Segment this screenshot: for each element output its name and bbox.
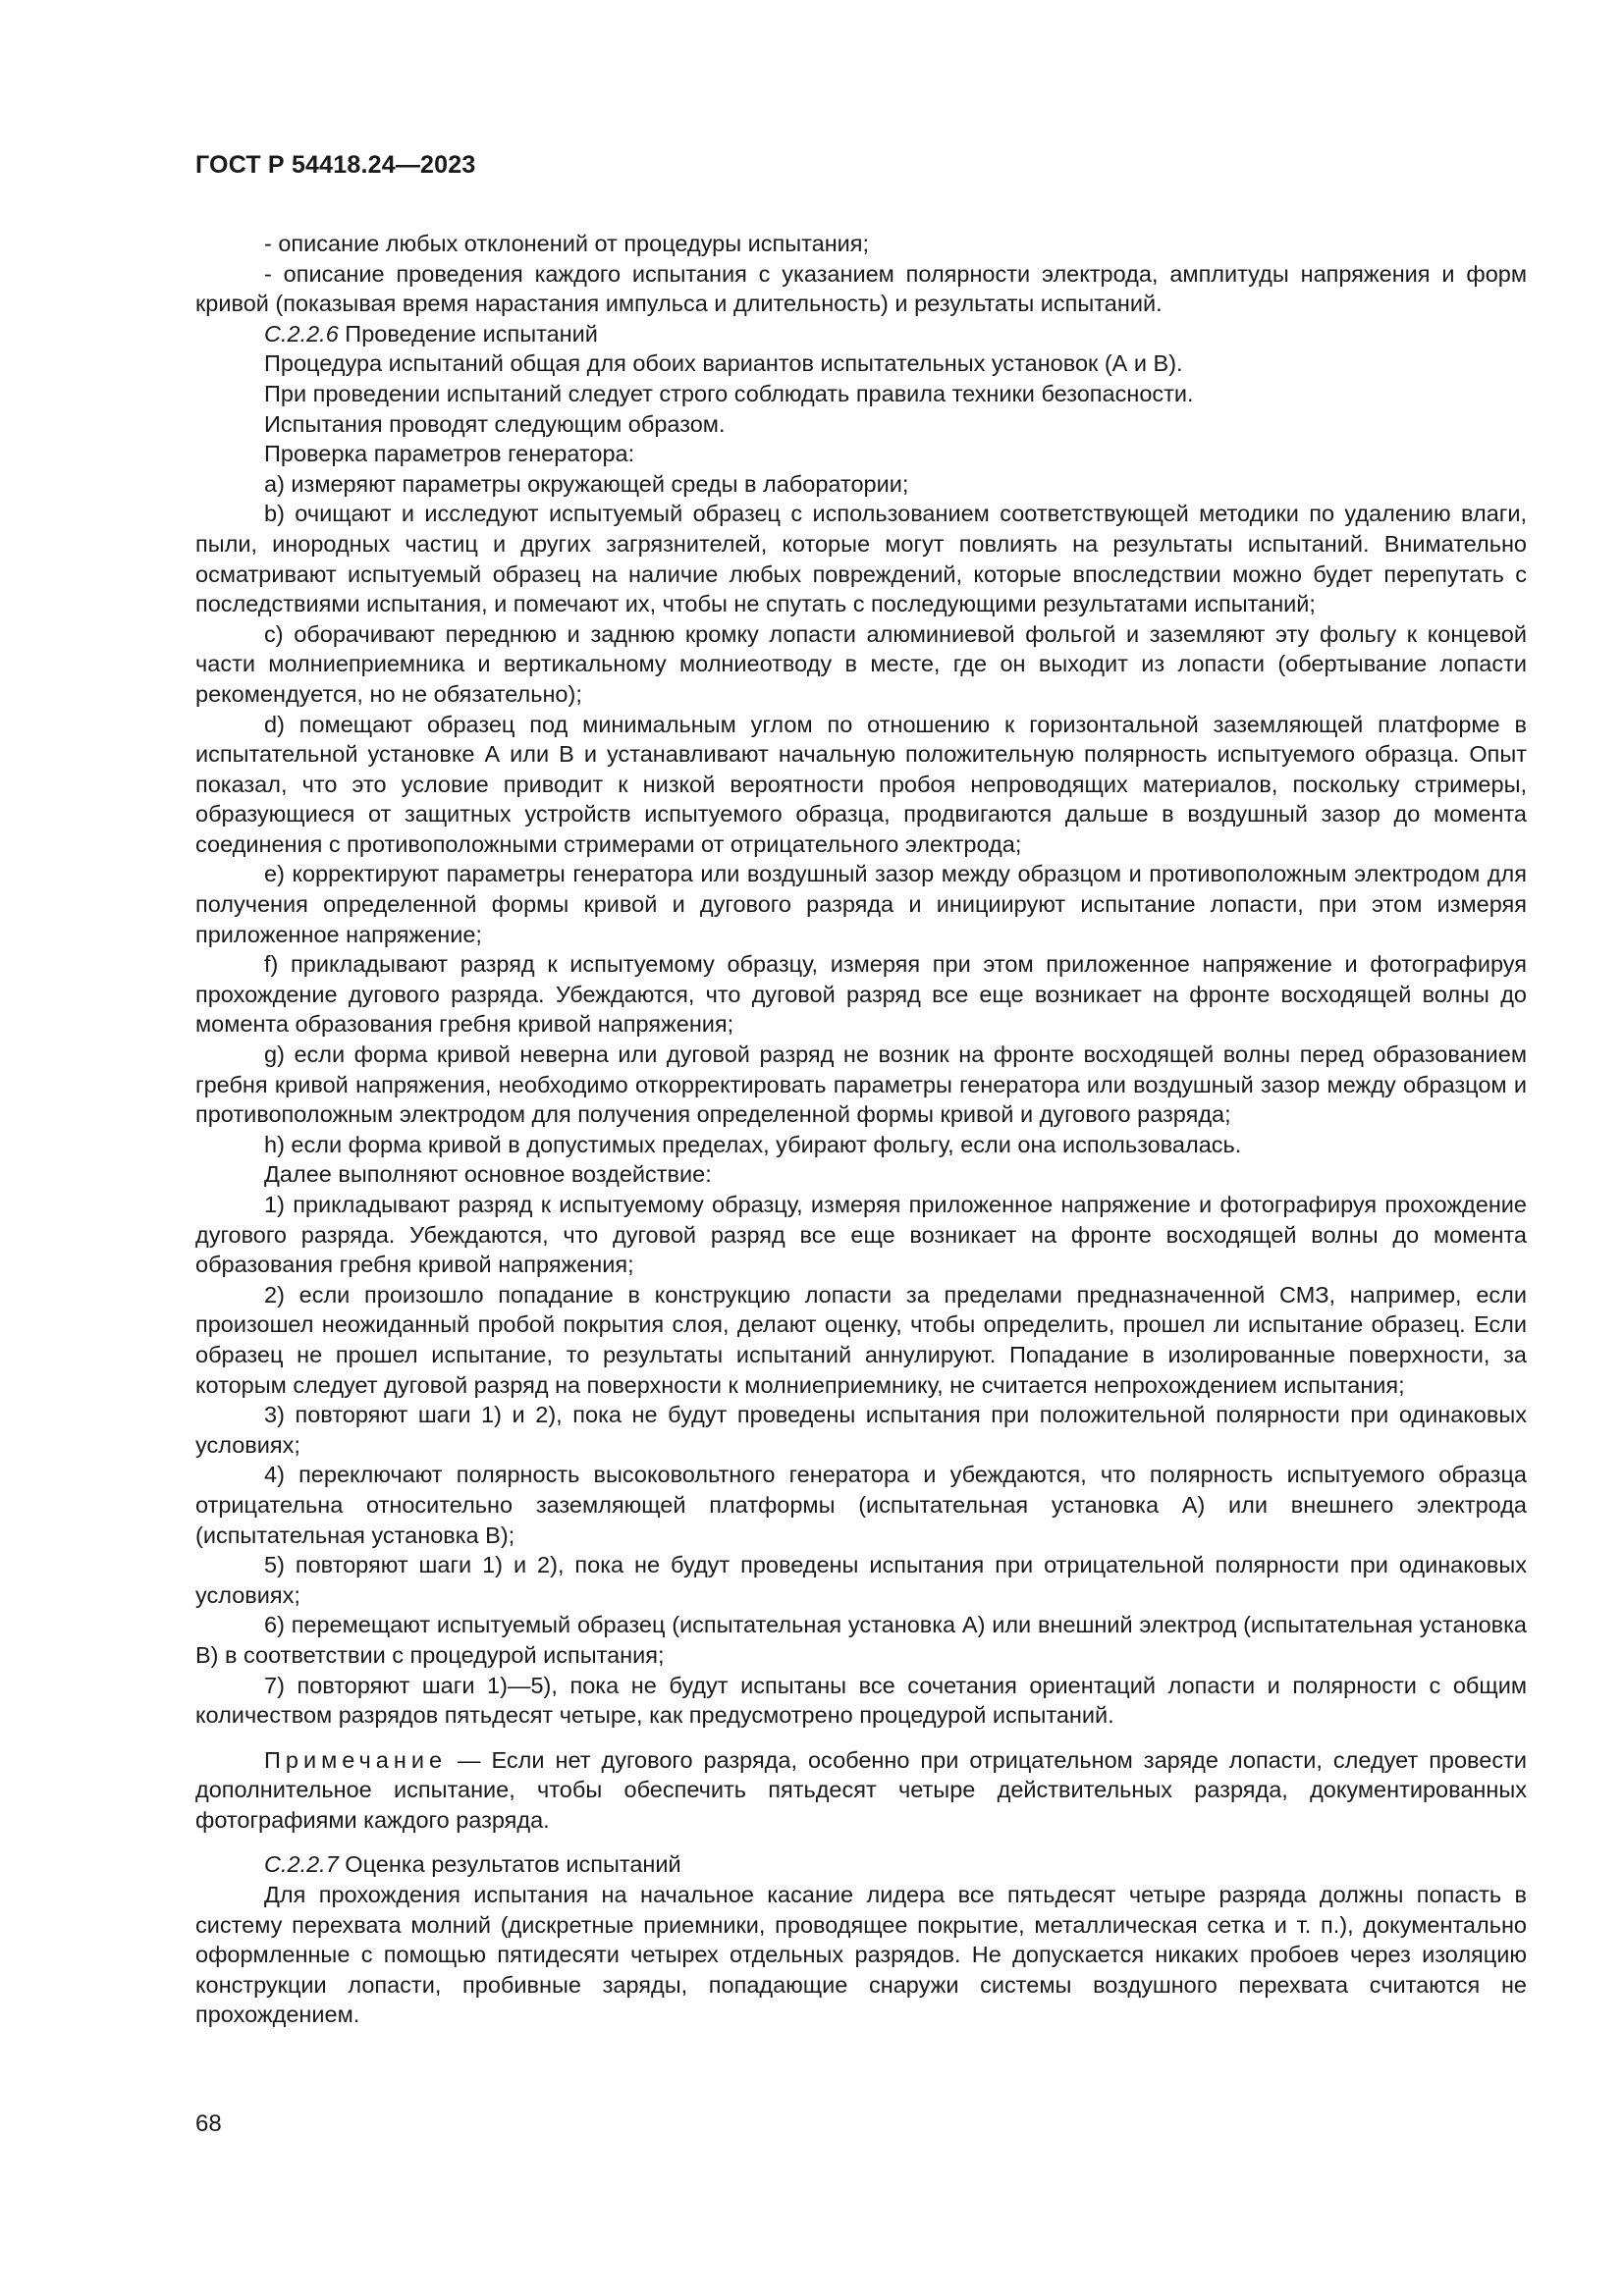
list-item-6: 6) перемещают испытуемый образец (испытательная установка А) или внешний электрод (испытательная установка В) в соответствии с процедурой испытания; — [195, 1612, 1527, 1668]
section-title: Оценка результатов испытаний — [338, 1851, 681, 1878]
note-label: Примечание — [264, 1746, 448, 1773]
list-item-g: g) если форма кривой неверна или дуговой разряд не возник на фронте восходящей волны перед образованием гребня кривой напряжения, необходимо откорректировать параметры генератора или воздушный зазор между образцом и противоположным электродом для получения определенной формы кривой и дугового разряда; — [195, 1041, 1527, 1128]
list-item-1: 1) прикладывают разряд к испытуемому образцу, измеряя приложенное напряжение и фотографируя прохождение дугового разряда. Убеждаются, что дуговой разряд все еще возникает на фронте восходящей волны до момента образования гребня кривой напряжения; — [195, 1192, 1527, 1278]
document-body — [195, 229, 1527, 2030]
document-code-header: ГОСТ Р 54418.24—2023 — [195, 151, 476, 179]
list-item-7: 7) повторяют шаги 1)—5), пока не будут испытаны все сочетания ориентаций лопасти и полярности с общим количеством разрядов пятьдесят четыре, как предусмотрено процедурой испытаний. — [195, 1672, 1527, 1729]
paragraph: При проведении испытаний следует строго соблюдать правила техники безопасности. — [264, 380, 1194, 406]
section-heading-c227 — [195, 1849, 1527, 1880]
list-item-h: h) если форма кривой в допустимых пределах, убирают фольгу, если она использовалась. — [264, 1131, 1242, 1157]
paragraph: - описание проведения каждого испытания с указанием полярности электрода, амплитуды напряжения и форм кривой (показывая время нарастания импульса и длительность) и результаты испытаний. — [195, 260, 1527, 317]
list-item-2: 2) если произошло попадание в конструкцию лопасти за пределами предназначенной СМЗ, например, если произошел неожиданный пробой покрытия слоя, делают оценку, чтобы определить, прошел ли испытание образец. Если образец не прошел испытание, то результаты испытаний аннулируют. Попадание в изолированные поверхности, за которым следует дуговой разряд на поверхности к молниеприемнику, не считается непрохождением испытания; — [195, 1281, 1527, 1398]
list-item-a: a) измеряют параметры окружающей среды в лаборатории; — [264, 470, 909, 497]
paragraph: Проверка параметров генератора: — [264, 441, 635, 467]
paragraph: - описание любых отклонений от процедуры испытания; — [264, 231, 870, 256]
section-heading-c226 — [195, 319, 1527, 349]
section-number: С.2.2.6 — [264, 320, 339, 347]
note-text: — Если нет дугового разряда, особенно при отрицательном заряде лопасти, следует провести дополнительное испытание, чтобы обеспечить пятьдесят четыре действительных разряда, документированных фотографиями каждого разряда. — [195, 1746, 1527, 1833]
section-title: Проведение испытаний — [338, 320, 598, 347]
list-item-f: f) прикладывают разряд к испытуемому образцу, измеряя при этом приложенное напряжение и фотографируя прохождение дугового разряда. Убеждаются, что дуговой разряд все еще возникает на фронте восходящей волны до момента образования гребня кривой напряжения; — [195, 951, 1527, 1038]
paragraph: Далее выполняют основное воздействие: — [264, 1161, 712, 1188]
list-item-d: d) помещают образец под минимальным углом по отношению к горизонтальной заземляющей платформе в испытательной установке А или В и устанавливают начальную положительную полярность испытуемого образца. Опыт показал, что это условие приводит к низкой вероятности пробоя непроводящих материалов, поскольку стримеры, образующиеся от защитных устройств испытуемого образца, продвигаются дальше в воздушный зазор до момента соединения с противоположными стримерами от отрицательного электрода; — [195, 711, 1527, 857]
list-item-c: c) оборачивают переднюю и заднюю кромку лопасти алюминиевой фольгой и заземляют эту фольгу к концевой части молниеприемника и вертикальному молниеотводу в месте, где он выходит из лопасти (обертывание лопасти рекомендуется, но не обязательно); — [195, 620, 1527, 707]
paragraph: Испытания проводят следующим образом. — [264, 410, 726, 437]
list-item-5: 5) повторяют шаги 1) и 2), пока не будут проведены испытания при отрицательной полярности при одинаковых условиях; — [195, 1552, 1527, 1608]
list-item-4: 4) переключают полярность высоковольтного генератора и убеждаются, что полярность испытуемого образца отрицательна относительно заземляющей платформы (испытательная установка А) или внешнего электрода (испытательная установка В); — [195, 1462, 1527, 1548]
section-number: С.2.2.7 — [264, 1851, 339, 1878]
note — [195, 1745, 1527, 1836]
list-item-e: e) корректируют параметры генератора или воздушный зазор между образцом и противоположным электродом для получения определенной формы кривой и дугового разряда и инициируют испытание лопасти, при этом измеряя приложенное напряжение; — [195, 861, 1527, 947]
paragraph: Процедура испытаний общая для обоих вариантов испытательных установок (А и В). — [264, 350, 1183, 377]
paragraph: Для прохождения испытания на начальное касание лидера все пятьдесят четыре разряда должны попасть в систему перехвата молний (дискретные приемники, проводящее покрытие, металлическая сетка и т. п.), документально оформленные с помощью пятидесяти четырех отдельных разрядов. Не допускается никаких пробоев через изоляцию конструкции лопасти, пробивные заряды, попадающие снаружи системы воздушного перехвата считаются не прохождением. — [195, 1882, 1527, 2028]
page-number: 68 — [195, 2110, 222, 2137]
list-item-3: 3) повторяют шаги 1) и 2), пока не будут проведены испытания при положительной полярности при одинаковых условиях; — [195, 1402, 1527, 1458]
list-item-b: b) очищают и исследуют испытуемый образец с использованием соответствующей методики по удалению влаги, пыли, инородных частиц и других загрязнителей, которые могут повлиять на результаты испытаний. Внимательно осматривают испытуемый образец на наличие любых повреждений, которые впоследствии можно будет перепутать с последствиями испытания, и помечают их, чтобы не спутать с последующими результатами испытаний; — [195, 501, 1527, 617]
